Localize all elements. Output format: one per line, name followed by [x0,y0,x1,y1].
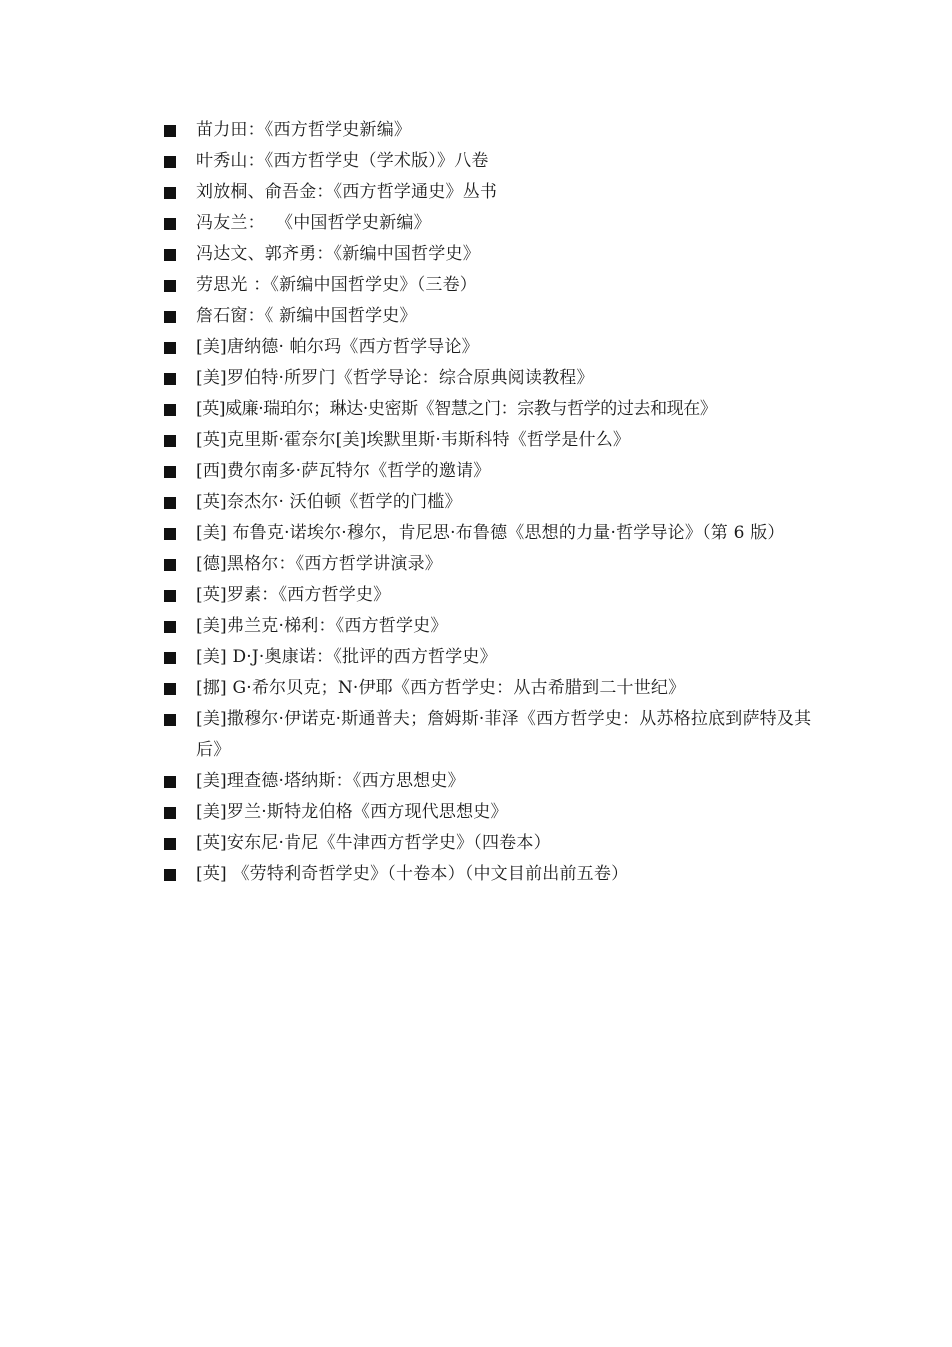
list-item-text: 苗力田：《西方哲学史新编》 [196,120,412,140]
list-item [164,859,832,890]
list-item-text: [美] D·J·奥康诺：《批评的西方哲学史》 [196,647,497,667]
list-item [164,208,832,239]
list-item [164,704,832,766]
list-item [164,332,832,363]
list-item [164,115,832,146]
list-item-text: [美] 布鲁克·诺埃尔·穆尔，肯尼思·布鲁德《思想的力量·哲学导论》（第 6 版） [196,523,785,543]
black-square-bullet-icon [164,466,176,478]
black-square-bullet-icon [164,435,176,447]
black-square-bullet-icon [164,621,176,633]
black-square-bullet-icon [164,714,176,726]
black-square-bullet-icon [164,125,176,137]
list-item [164,642,832,673]
black-square-bullet-icon [164,652,176,664]
list-item-text: 劳思光 ：《新编中国哲学史》（三卷） [196,275,478,295]
black-square-bullet-icon [164,342,176,354]
black-square-bullet-icon [164,528,176,540]
black-square-bullet-icon [164,280,176,292]
black-square-bullet-icon [164,869,176,881]
list-item-text: [英]安东尼·肯尼《牛津西方哲学史》（四卷本） [196,833,551,853]
list-item-text: 詹石窗：《 新编中国哲学史》 [196,306,417,326]
list-item-text: [美]唐纳德· 帕尔玛《西方哲学导论》 [196,337,479,357]
black-square-bullet-icon [164,559,176,571]
black-square-bullet-icon [164,218,176,230]
black-square-bullet-icon [164,311,176,323]
list-item-text: [美]弗兰克·梯利：《西方哲学史》 [196,616,448,636]
list-item [164,766,832,797]
black-square-bullet-icon [164,249,176,261]
list-item [164,487,832,518]
list-item [164,580,832,611]
list-item [164,394,832,425]
black-square-bullet-icon [164,807,176,819]
black-square-bullet-icon [164,187,176,199]
list-item-text: 冯友兰： 《中国哲学史新编》 [196,213,431,233]
list-item [164,177,832,208]
list-item-text: [美]罗兰·斯特龙伯格《西方现代思想史》 [196,802,508,822]
list-item [164,611,832,642]
list-item [164,239,832,270]
list-item-text: [英]克里斯·霍奈尔[美]埃默里斯·韦斯科特《哲学是什么》 [196,430,631,450]
black-square-bullet-icon [164,776,176,788]
black-square-bullet-icon [164,156,176,168]
black-square-bullet-icon [164,373,176,385]
black-square-bullet-icon [164,497,176,509]
black-square-bullet-icon [164,590,176,602]
list-item-text: 刘放桐、俞吾金：《西方哲学通史》丛书 [196,182,498,202]
list-item-text: [美]罗伯特·所罗门《哲学导论：综合原典阅读教程》 [196,368,594,388]
list-item [164,797,832,828]
list-item [164,301,832,332]
list-item [164,673,832,704]
list-item-text: [德]黑格尔：《西方哲学讲演录》 [196,554,442,574]
list-item-text: [英]罗素：《西方哲学史》 [196,585,391,605]
list-item [164,828,832,859]
list-item [164,425,832,456]
list-item-text: [英]奈杰尔· 沃伯顿《哲学的门槛》 [196,492,462,512]
list-item [164,363,832,394]
list-item-text: 叶秀山：《西方哲学史（学术版）》八卷 [196,151,489,171]
list-item-text: [西]费尔南多·萨瓦特尔《哲学的邀请》 [196,461,491,481]
list-item [164,518,832,549]
list-item [164,456,832,487]
list-item-text: [挪] G·希尔贝克；N·伊耶《西方哲学史：从古希腊到二十世纪》 [196,678,686,698]
black-square-bullet-icon [164,683,176,695]
list-item-text: [美]撒穆尔·伊诺克·斯通普夫；詹姆斯·菲泽《西方哲学史：从苏格拉底到萨特及其后》 [196,709,812,760]
list-item-text: 冯达文、郭齐勇：《新编中国哲学史》 [196,244,480,264]
list-item [164,549,832,580]
list-item [164,146,832,177]
black-square-bullet-icon [164,838,176,850]
reading-list [164,115,832,890]
list-item-text: [美]理查德·塔纳斯：《西方思想史》 [196,771,465,791]
list-item-text: [英]威廉·瑞珀尔；琳达·史密斯《智慧之门：宗教与哲学的过去和现在》 [196,399,717,419]
list-item-text: [英] 《劳特利奇哲学史》（十卷本）（中文目前出前五卷） [196,864,629,884]
black-square-bullet-icon [164,404,176,416]
list-item [164,270,832,301]
